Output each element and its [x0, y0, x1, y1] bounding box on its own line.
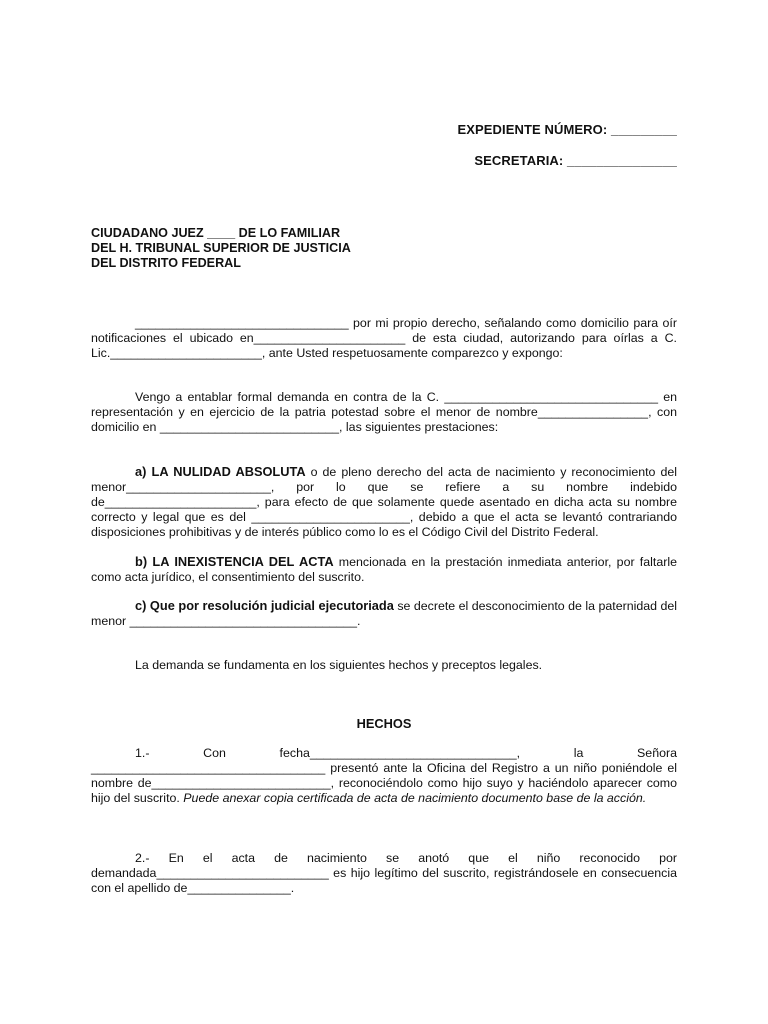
claim-c-title: c) Que por resolución judicial ejecutoriada [135, 598, 394, 613]
basis-paragraph: La demanda se fundamenta en los siguientes hechos y preceptos legales. [135, 658, 543, 672]
facts-heading: HECHOS [356, 716, 412, 731]
addressee-block [91, 226, 351, 271]
fact-1-text: 1.- Con fecha______________________________, la Señora __________________________________ presentó ante la Oficina del Registro a un niño poniéndole el nombre de__________________________, reconociéndolo como hijo suyo y haciéndolo aparecer como hijo del suscrito. [91, 746, 677, 805]
claim-b-paragraph [91, 554, 677, 585]
claim-b-title: b) LA INEXISTENCIA DEL ACTA [135, 554, 334, 569]
claim-b-text: mencionada en la prestación inmediata anterior, por faltarle como acta jurídico, el consentimiento del suscrito. [91, 555, 677, 584]
claim-c-text: se decrete el desconocimiento de la paternidad del menor _________________________________. [91, 599, 678, 628]
addressee-line-2: DEL H. TRIBUNAL SUPERIOR DE JUSTICIA [91, 241, 351, 255]
fact-2-paragraph: 2.- En el acta de nacimiento se anotó que el niño reconocido por demandada_________________________ es hijo legítimo del suscrito, registrándosele en consecuencia con el apellido de_______________. [91, 851, 677, 895]
fact-1-paragraph [91, 746, 677, 806]
claim-a-title: a) LA NULIDAD ABSOLUTA [135, 464, 306, 479]
fact-1-note: Puede anexar copia certificada de acta de nacimiento documento base de la acción. [183, 791, 647, 805]
intro-paragraph: _______________________________ por mi propio derecho, señalando como domicilio para oír notificaciones el ubicado en______________________ de esta ciudad, autorizando para oírlas a C. Lic.______________________, ante Usted respetuosamente comparezco y expongo: [91, 316, 677, 360]
claim-a-text: o de pleno derecho del acta de nacimiento y reconocimiento del menor_____________________, por lo que se refiere a su nombre indebido de______________________, para efecto de que solamente quede asentado en dicha acta su nombre correcto y legal que es del _______________________, debido a que el acta se levantó contrariando disposiciones prohibitivas y de interés público como lo es el Código Civil del Distrito Federal. [91, 465, 678, 539]
claim-a-paragraph [91, 464, 677, 540]
addressee-line-3: DEL DISTRITO FEDERAL [91, 256, 241, 270]
addressee-line-1: CIUDADANO JUEZ ____ DE LO FAMILIAR [91, 226, 341, 240]
expediente-number-line: EXPEDIENTE NÚMERO: _________ [457, 122, 677, 137]
secretaria-line: SECRETARIA: _______________ [474, 153, 677, 168]
claim-c-paragraph [91, 598, 677, 629]
demand-paragraph: Vengo a entablar formal demanda en contra de la C. _______________________________ en representación y en ejercicio de la patria potestad sobre el menor de nombre________________, con domicilio en __________________________, las siguientes prestaciones: [91, 390, 677, 434]
